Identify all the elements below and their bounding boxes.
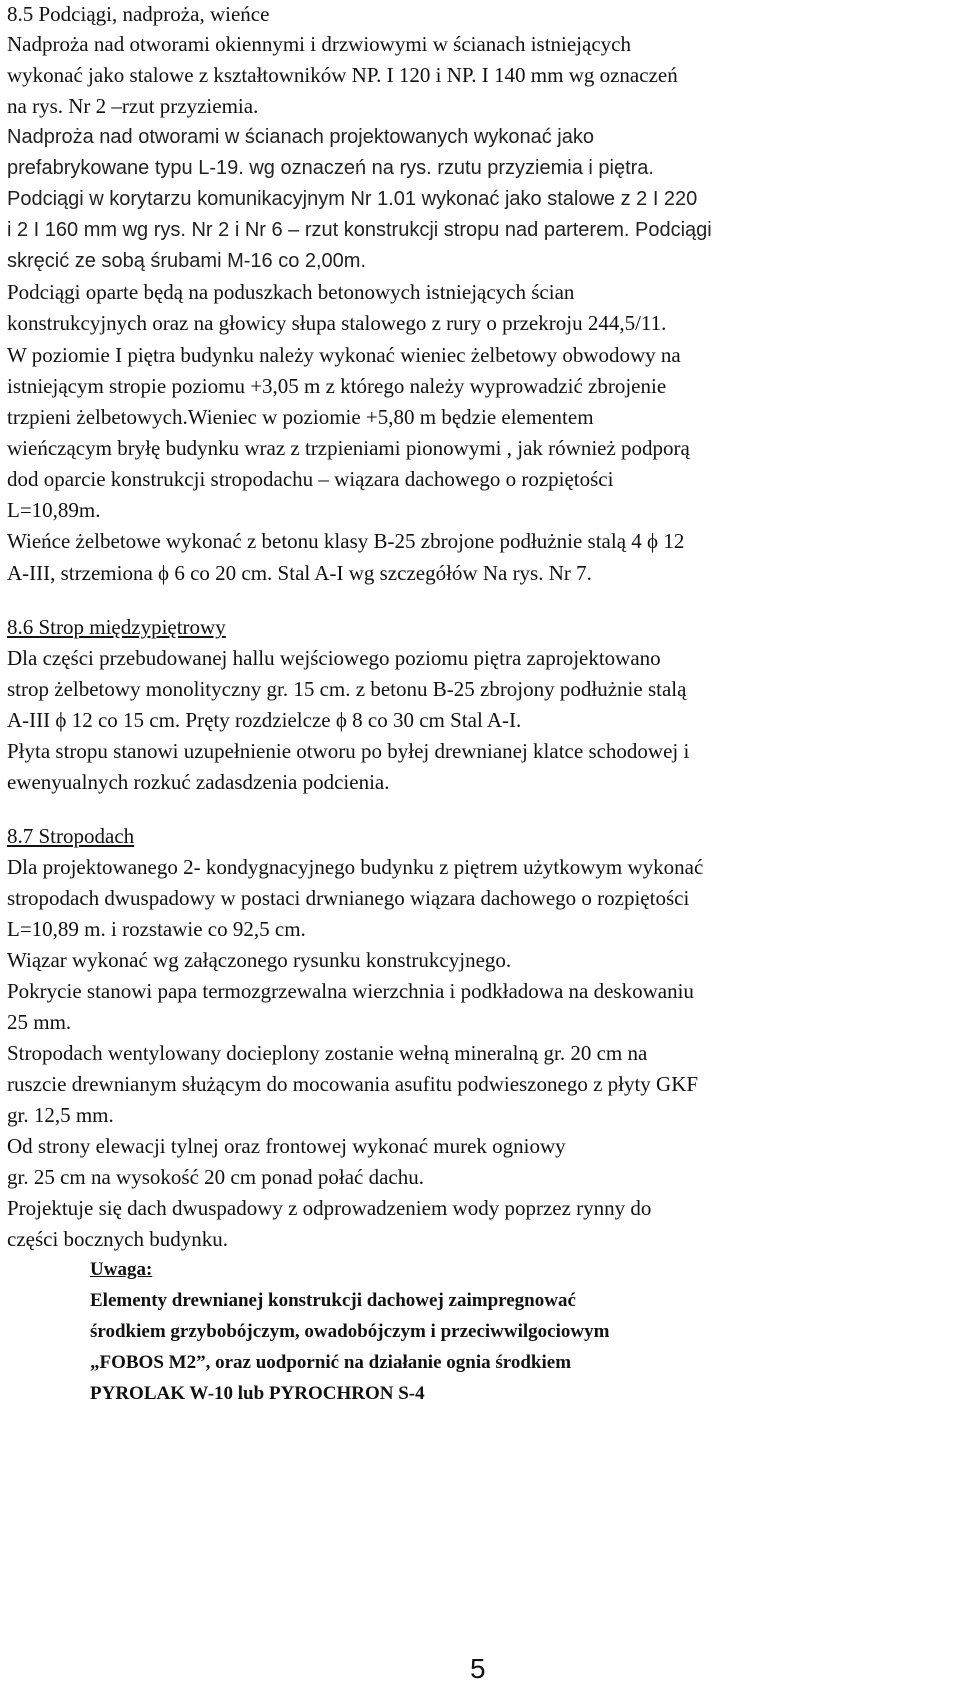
- text-line: części bocznych budynku.: [7, 1227, 229, 1251]
- note-heading: Uwaga:: [90, 1259, 153, 1280]
- page-number: 5: [470, 1653, 486, 1684]
- text-line: na rys. Nr 2 –rzut przyziemia.: [7, 94, 259, 118]
- text-line: Pokrycie stanowi papa termozgrzewalna wierzchnia i podkładowa na deskowaniu: [7, 979, 694, 1003]
- text-line: Podciągi w korytarzu komunikacyjnym Nr 1.01 wykonać jako stalowe z 2 I 220: [7, 188, 698, 210]
- text-line: Nadproża nad otworami okiennymi i drzwiowymi w ścianach istniejących: [7, 32, 631, 56]
- text-line: trzpieni żelbetowych.Wieniec w poziomie +5,80 m będzie elementem: [7, 405, 594, 429]
- text-line: strop żelbetowy monolityczny gr. 15 cm. z betonu B-25 zbrojony podłużnie stalą: [7, 677, 687, 701]
- text-line: A-III ϕ 12 co 15 cm. Pręty rozdzielcze ϕ 8 co 30 cm Stal A-I.: [7, 708, 522, 732]
- text-line: Dla projektowanego 2- kondygnacyjnego budynku z piętrem użytkowym wykonać: [7, 855, 704, 879]
- text-line: W poziomie I piętra budynku należy wykonać wieniec żelbetowy obwodowy na: [7, 343, 681, 367]
- text-line: Projektuje się dach dwuspadowy z odprowadzeniem wody poprzez rynny do: [7, 1196, 652, 1220]
- text-line: konstrukcyjnych oraz na głowicy słupa stalowego z rury o przekroju 244,5/11.: [7, 311, 667, 335]
- text-line: L=10,89m.: [7, 498, 101, 522]
- text-line: gr. 12,5 mm.: [7, 1103, 114, 1127]
- text-line: ewenyualnych rozkuć zadasdzenia podcienia.: [7, 770, 390, 794]
- text-line: i 2 I 160 mm wg rys. Nr 2 i Nr 6 – rzut konstrukcji stropu nad parterem. Podciągi: [7, 219, 712, 241]
- text-line: Wiązar wykonać wg załączonego rysunku konstrukcyjnego.: [7, 948, 512, 972]
- text-line: 25 mm.: [7, 1010, 72, 1034]
- section-heading-8-7: 8.7 Stropodach: [7, 824, 135, 848]
- text-line: Od strony elewacji tylnej oraz frontowej wykonać murek ogniowy: [7, 1134, 566, 1158]
- text-line: dod oparcie konstrukcji stropodachu – wiązara dachowego o rozpiętości: [7, 467, 614, 491]
- text-line: Podciągi oparte będą na poduszkach betonowych istniejących ścian: [7, 280, 575, 304]
- text-line: Dla części przebudowanej hallu wejściowego poziomu piętra zaprojektowano: [7, 646, 661, 670]
- text-line: skręcić ze sobą śrubami M-16 co 2,00m.: [7, 250, 367, 272]
- text-line: prefabrykowane typu L-19. wg oznaczeń na rys. rzutu przyziemia i piętra.: [7, 157, 654, 179]
- text-line: Wieńce żelbetowe wykonać z betonu klasy B-25 zbrojone podłużnie stalą 4 ϕ 12: [7, 529, 685, 553]
- text-line: Stropodach wentylowany docieplony zostanie wełną mineralną gr. 20 cm na: [7, 1041, 648, 1065]
- text-line: ruszcie drewnianym służącym do mocowania asufitu podwieszonego z płyty GKF: [7, 1072, 699, 1096]
- text-line: wykonać jako stalowe z kształtowników NP. I 120 i NP. I 140 mm wg oznaczeń: [7, 63, 678, 87]
- text-line: A-III, strzemiona ϕ 6 co 20 cm. Stal A-I wg szczegółów Na rys. Nr 7.: [7, 561, 592, 585]
- note-line: „FOBOS M2”, oraz uodpornić na działanie ognia środkiem: [90, 1352, 572, 1373]
- text-line: Nadproża nad otworami w ścianach projektowanych wykonać jako: [7, 126, 594, 148]
- section-heading-8-6: 8.6 Strop międzypiętrowy: [7, 615, 226, 639]
- note-line: PYROLAK W-10 lub PYROCHRON S-4: [90, 1383, 425, 1404]
- text-line: Płyta stropu stanowi uzupełnienie otworu po byłej drewnianej klatce schodowej i: [7, 739, 690, 763]
- text-line: stropodach dwuspadowy w postaci drwnianego wiązara dachowego o rozpiętości: [7, 886, 690, 910]
- note-line: Elementy drewnianej konstrukcji dachowej zaimpregnować: [90, 1290, 576, 1311]
- text-line: L=10,89 m. i rozstawie co 92,5 cm.: [7, 917, 306, 941]
- text-line: istniejącym stropie poziomu +3,05 m z którego należy wyprowadzić zbrojenie: [7, 374, 667, 398]
- text-line: wieńczącym bryłę budynku wraz z trzpieniami pionowymi , jak również podporą: [7, 436, 690, 460]
- text-line: gr. 25 cm na wysokość 20 cm ponad połać dachu.: [7, 1165, 424, 1189]
- section-heading-8-5: 8.5 Podciągi, nadproża, wieńce: [7, 2, 270, 26]
- note-line: środkiem grzybobójczym, owadobójczym i przeciwwilgociowym: [90, 1321, 610, 1342]
